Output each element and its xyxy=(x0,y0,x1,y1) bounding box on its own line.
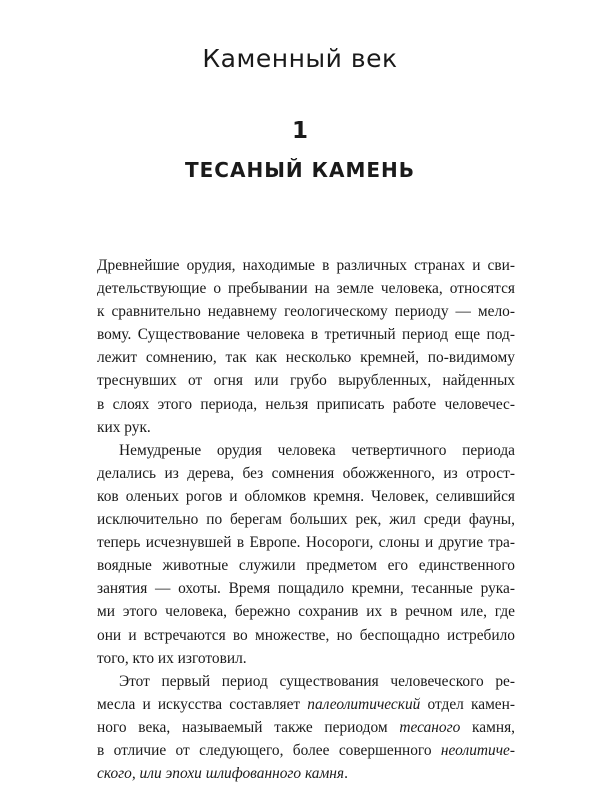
paragraph-2 xyxy=(97,439,515,670)
text-line xyxy=(97,739,515,762)
part-title: Каменный век xyxy=(202,44,398,73)
text-line: теперь исчезнувшей в Европе. Носороги, слоны и другие тра- xyxy=(97,534,515,552)
text-run: в отличие от следующего, более совершенного xyxy=(97,741,441,759)
chapter-number: 1 xyxy=(291,118,308,144)
text-line: к сравнительно недавнему геологическому периоду — мело- xyxy=(97,303,515,321)
text-line: в слоях этого периода, нельзя приписать работе человечес- xyxy=(97,395,515,413)
text-line: они и встречаются во множестве, но беспощадно истребило xyxy=(97,626,515,644)
text-line: воядные животные служили предметом его единственного xyxy=(97,557,515,575)
text-line: ми этого человека, бережно сохранив их в речном иле, где xyxy=(97,603,515,621)
text-line: Немудреные орудия человека четвертичного периода xyxy=(119,441,515,459)
text-line: исключительно по берегам больших рек, жил среди фауны, xyxy=(97,511,515,529)
text-line: Древнейшие орудия, находимые в различных странах и сви- xyxy=(97,257,515,274)
italic-term: тесаного xyxy=(399,718,461,736)
text-line xyxy=(97,693,515,716)
italic-term: ского, или эпохи шлифованного камня xyxy=(97,765,345,783)
italic-term: неолитиче- xyxy=(440,741,515,759)
text-line: лежит сомнению, так как несколько кремней, по-видимому xyxy=(97,349,515,367)
text-line: делались из дерева, без сомнения обожженного, из отрост- xyxy=(97,464,515,482)
text-line: ких рук. xyxy=(97,418,151,436)
text-line xyxy=(97,716,515,739)
italic-term: палеолитический xyxy=(307,695,421,713)
text-run: камня, xyxy=(460,718,516,736)
text-line: треснувших от огня или грубо вырубленных, найденных xyxy=(97,372,515,390)
chapter-title: ТЕСАНЫЙ КАМЕНЬ xyxy=(185,158,415,182)
text-line: детельствующие о пребывании на земле человека, относятся xyxy=(97,280,515,298)
text-line xyxy=(97,762,515,785)
text-line: вому. Существование человека в третичный период еще под- xyxy=(97,326,515,344)
text-run: ного века, называемый также периодом xyxy=(97,718,400,736)
text-line: занятия — охоты. Время пощадило кремни, тесанные рука- xyxy=(97,580,515,598)
text-run: . xyxy=(344,765,348,783)
paragraph-3 xyxy=(97,670,515,785)
body-text xyxy=(97,254,515,785)
paragraph-1 xyxy=(97,254,515,439)
text-run: месла и искусства составляет xyxy=(97,695,308,713)
text-line: того, кто их изготовил. xyxy=(97,649,247,667)
text-line: ков оленьих рогов и обломков кремня. Человек, селившийся xyxy=(97,487,515,505)
text-line: Этот первый период существования человеческого ре- xyxy=(119,672,515,690)
text-run: отдел камен- xyxy=(420,695,515,713)
